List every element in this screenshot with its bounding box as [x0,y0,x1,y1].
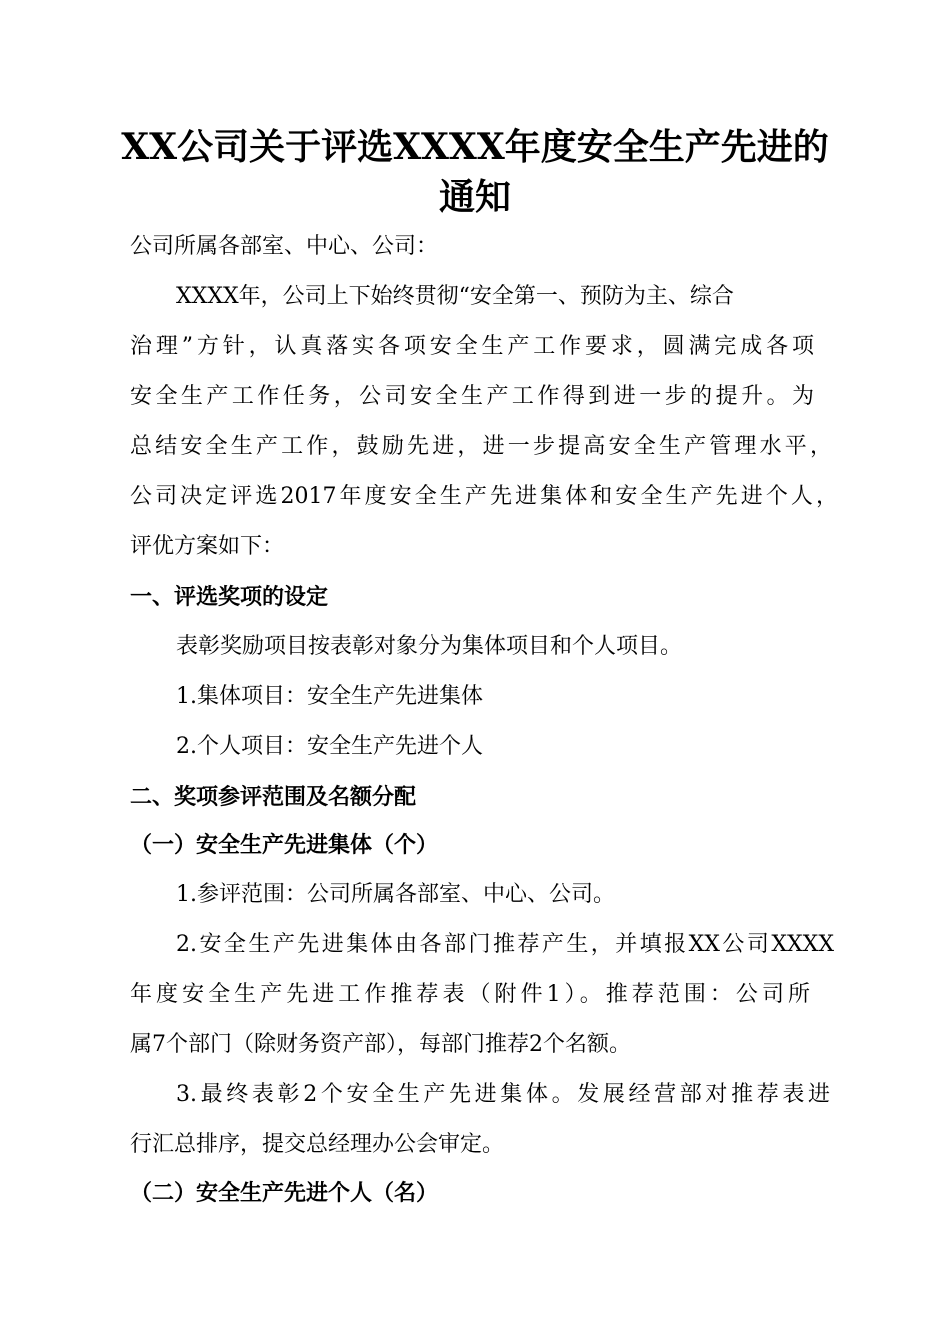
title-line-1: XX公司关于评选XXXX年度安全生产先进的 [121,126,829,168]
subsection-heading-1: （一）安全生产先进集体（个） [130,832,439,858]
intro-line: 治理”方针，认真落实各项安全生产工作要求，圆满完成各项 [130,334,814,359]
subsection-1-line: 年度安全生产先进工作推荐表（附件1）。推荐范围：公司所 [130,982,810,1007]
salutation: 公司所属各部室、中心、公司： [130,234,439,259]
subsection-1-line: 3.最终表彰2个安全生产先进集体。发展经营部对推荐表进 [176,1082,830,1107]
subsection-1-line: 2.安全生产先进集体由各部门推荐产生，并填报XX公司XXXX [176,932,834,957]
intro-line: 评优方案如下： [130,534,285,559]
section-heading-1: 一、评选奖项的设定 [130,584,329,610]
document-title [60,122,890,222]
section-1-line: 2.个人项目：安全生产先进个人 [176,734,483,759]
intro-line: 总结安全生产工作，鼓励先进，进一步提高安全生产管理水平， [130,434,832,459]
title-line-2: 通知 [438,176,511,218]
subsection-heading-2: （二）安全生产先进个人（名） [130,1180,439,1206]
section-heading-2: 二、奖项参评范围及名额分配 [130,784,417,810]
subsection-1-line: 属7个部门（除财务资产部），每部门推荐2个名额。 [130,1032,631,1057]
intro-line: 公司决定评选2017年度安全生产先进集体和安全生产先进个人， [130,484,838,509]
section-1-line: 表彰奖励项目按表彰对象分为集体项目和个人项目。 [176,634,683,659]
intro-line: XXXX年，公司上下始终贯彻“安全第一、预防为主、综合 [176,284,734,309]
intro-line: 安全生产工作任务，公司安全生产工作得到进一步的提升。为 [130,384,814,409]
section-1-line: 1.集体项目：安全生产先进集体 [176,684,483,709]
subsection-1-line: 1.参评范围：公司所属各部室、中心、公司。 [176,882,615,907]
subsection-1-line: 行汇总排序，提交总经理办公会审定。 [130,1132,505,1157]
